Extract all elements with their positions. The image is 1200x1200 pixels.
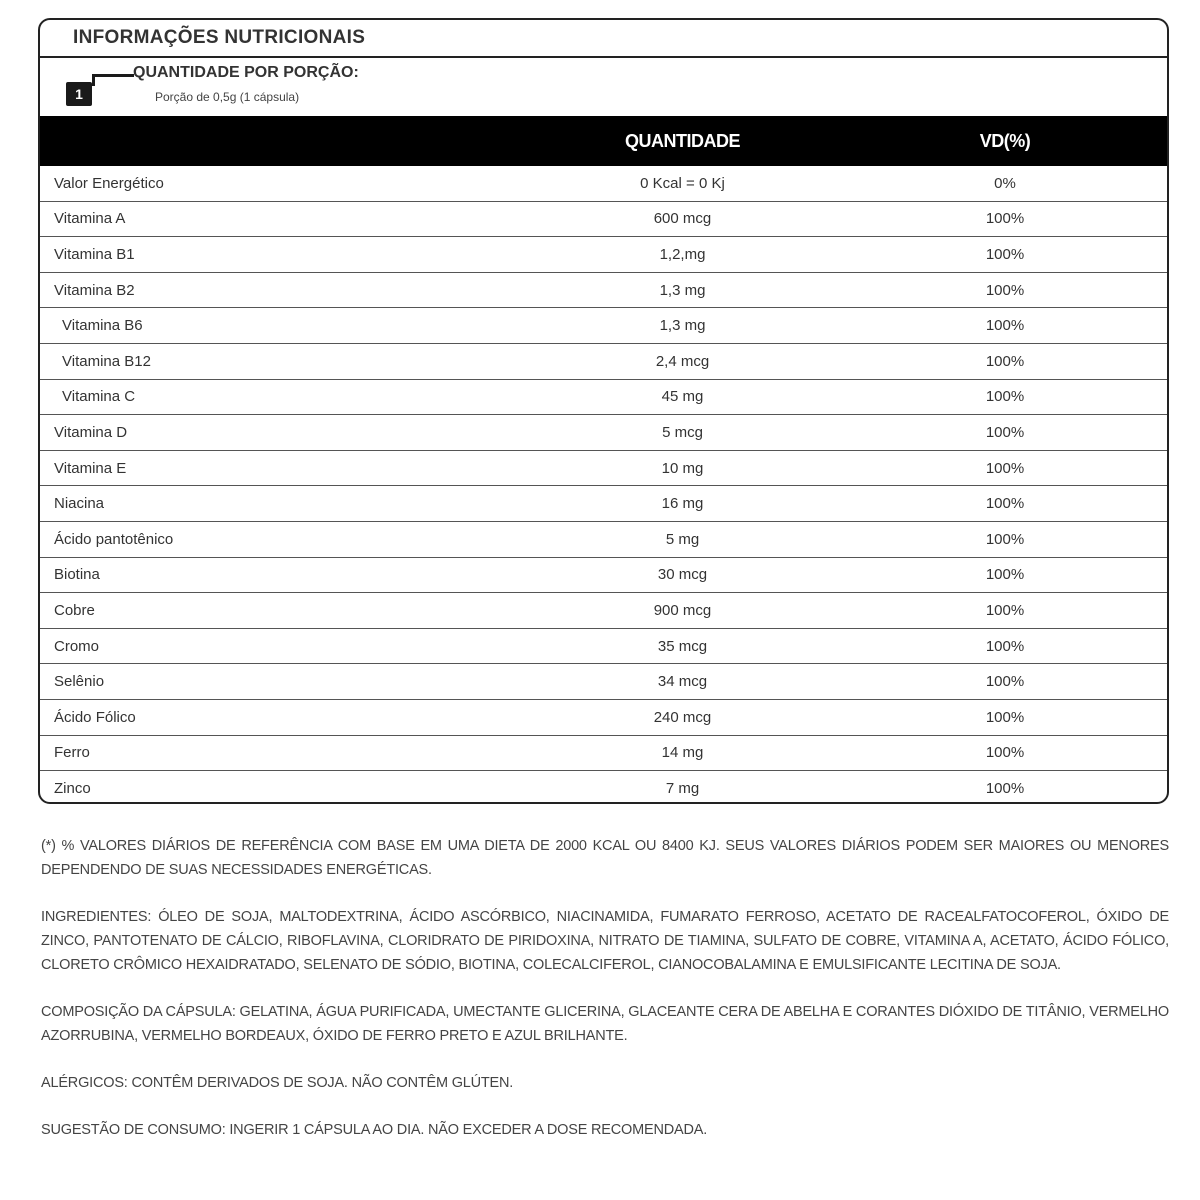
nutrient-quantity: 45 mg [661, 388, 704, 406]
nutrient-vd: 100% [985, 423, 1025, 441]
table-body [40, 166, 1167, 804]
nutrient-name: Vitamina E [54, 459, 127, 477]
nutrition-facts-panel [38, 18, 1169, 804]
nutrient-quantity: 0 Kcal = 0 Kj [640, 174, 725, 192]
nutrient-name: Cobre [54, 601, 95, 619]
table-row [40, 558, 1167, 594]
header-vd: VD(%) [979, 130, 1031, 151]
nutrient-vd: 100% [985, 566, 1025, 584]
allergens-note: ALÉRGICOS: CONTÊM DERIVADOS DE SOJA. NÃO CONTÊM GLÚTEN. [41, 1075, 514, 1091]
table-row [40, 522, 1167, 558]
nutrient-vd: 100% [985, 459, 1025, 477]
table-row [40, 308, 1167, 344]
nutrient-vd: 0% [994, 174, 1016, 192]
nutrient-name: Vitamina B6 [62, 317, 143, 335]
nutrient-vd: 100% [985, 352, 1025, 370]
table-row [40, 486, 1167, 522]
panel-title: INFORMAÇÕES NUTRICIONAIS [40, 20, 1167, 58]
portion-title: QUANTIDADE POR PORÇÃO: [133, 64, 359, 81]
table-row [40, 451, 1167, 487]
nutrient-quantity: 14 mg [661, 744, 704, 762]
nutrient-vd: 100% [985, 708, 1025, 726]
table-row [40, 380, 1167, 416]
nutrient-name: Vitamina D [54, 423, 128, 441]
table-row [40, 736, 1167, 772]
nutrient-quantity: 35 mcg [657, 637, 708, 655]
consumption-suggestion-note: SUGESTÃO DE CONSUMO: INGERIR 1 CÁPSULA AO DIA. NÃO EXCEDER A DOSE RECOMENDADA. [41, 1122, 708, 1138]
nutrient-name: Zinco [54, 780, 91, 798]
nutrient-name: Vitamina A [54, 210, 126, 228]
nutrient-quantity: 900 mcg [653, 601, 712, 619]
nutrient-quantity: 600 mcg [653, 210, 712, 228]
reference-note: (*) % VALORES DIÁRIOS DE REFERÊNCIA COM BASE EM UMA DIETA DE 2000 KCAL OU 8400 KJ. SEUS VALORES DIÁRIOS PODEM SER MAIORES OU MENORES DEPENDENDO DE SUAS NECESSIDADES ENERGÉTICAS. [41, 838, 1169, 878]
nutrient-name: Vitamina C [62, 388, 136, 406]
nutrient-vd: 100% [985, 780, 1025, 798]
table-row [40, 202, 1167, 238]
nutrient-quantity: 2,4 mcg [655, 352, 710, 370]
nutrient-quantity: 7 mg [665, 780, 700, 798]
ingredients-note: INGREDIENTES: ÓLEO DE SOJA, MALTODEXTRINA, ÁCIDO ASCÓRBICO, NIACINAMIDA, FUMARATO FERROSO, ACETATO DE RACEALFATOCOFEROL, ÓXIDO DE ZINCO, PANTOTENATO DE CÁLCIO, RIBOFLAVINA, CLORIDRATO DE PIRIDOXINA, NITRATO DE TIAMINA, SULFATO DE COBRE, VITAMINA A, ACETATO, ÁCIDO FÓLICO, CLORETO CRÔMICO HEXAIDRATADO, SELENATO DE SÓDIO, BIOTINA, COLECALCIFEROL, CIANOCOBALAMINA E EMULSIFICANTE LECITINA DE SOJA. [41, 909, 1169, 973]
table-row [40, 629, 1167, 665]
portion-badge: 1 [66, 82, 92, 106]
nutrient-name: Valor Energético [54, 174, 164, 192]
nutrient-quantity: 1,3 mg [659, 317, 706, 335]
portion-subtitle: Porção de 0,5g (1 cápsula) [155, 90, 300, 104]
table-row [40, 593, 1167, 629]
nutrient-vd: 100% [985, 495, 1025, 513]
table-row [40, 415, 1167, 451]
nutrient-name: Vitamina B12 [62, 352, 151, 370]
nutrient-quantity: 1,2,mg [659, 245, 706, 263]
nutrient-quantity: 10 mg [661, 459, 704, 477]
nutrient-vd: 100% [985, 210, 1025, 228]
nutrient-vd: 100% [985, 530, 1025, 548]
nutrient-name: Ácido Fólico [54, 708, 136, 726]
table-row [40, 771, 1167, 804]
nutrient-vd: 100% [985, 744, 1025, 762]
nutrient-quantity: 34 mcg [657, 673, 708, 691]
nutrient-vd: 100% [985, 601, 1025, 619]
nutrient-name: Ácido pantotênico [54, 530, 174, 548]
nutrient-quantity: 1,3 mg [659, 281, 706, 299]
nutrient-quantity: 240 mcg [653, 708, 712, 726]
nutrient-name: Biotina [54, 566, 100, 584]
table-row [40, 700, 1167, 736]
nutrient-vd: 100% [985, 637, 1025, 655]
table-row [40, 166, 1167, 202]
nutrient-vd: 100% [985, 388, 1025, 406]
nutrient-name: Niacina [54, 495, 105, 513]
nutrient-name: Vitamina B2 [54, 281, 135, 299]
nutrient-vd: 100% [985, 317, 1025, 335]
nutrient-quantity: 30 mcg [657, 566, 708, 584]
nutrient-vd: 100% [985, 673, 1025, 691]
nutrient-quantity: 5 mg [665, 530, 700, 548]
portion-section [40, 58, 1167, 116]
table-row [40, 344, 1167, 380]
nutrient-name: Vitamina B1 [54, 245, 135, 263]
nutrient-name: Ferro [54, 744, 90, 762]
nutrient-vd: 100% [985, 245, 1025, 263]
table-row [40, 273, 1167, 309]
nutrient-quantity: 16 mg [661, 495, 704, 513]
nutrient-name: Selênio [54, 673, 105, 691]
nutrient-quantity: 5 mcg [662, 423, 703, 441]
portion-bracket-icon [92, 74, 134, 86]
notes-section [41, 834, 1169, 1165]
header-quantity: QUANTIDADE [625, 130, 740, 151]
capsule-composition-note: COMPOSIÇÃO DA CÁPSULA: GELATINA, ÁGUA PURIFICADA, UMECTANTE GLICERINA, GLACEANTE CERA DE ABELHA E CORANTES DIÓXIDO DE TITÂNIO, VERMELHO AZORRUBINA, VERMELHO BORDEAUX, ÓXIDO DE FERRO PRETO E AZUL BRILHANTE. [41, 1004, 1169, 1044]
table-row [40, 664, 1167, 700]
nutrient-name: Cromo [54, 637, 100, 655]
table-header [40, 116, 1167, 166]
table-row [40, 237, 1167, 273]
nutrient-vd: 100% [985, 281, 1025, 299]
